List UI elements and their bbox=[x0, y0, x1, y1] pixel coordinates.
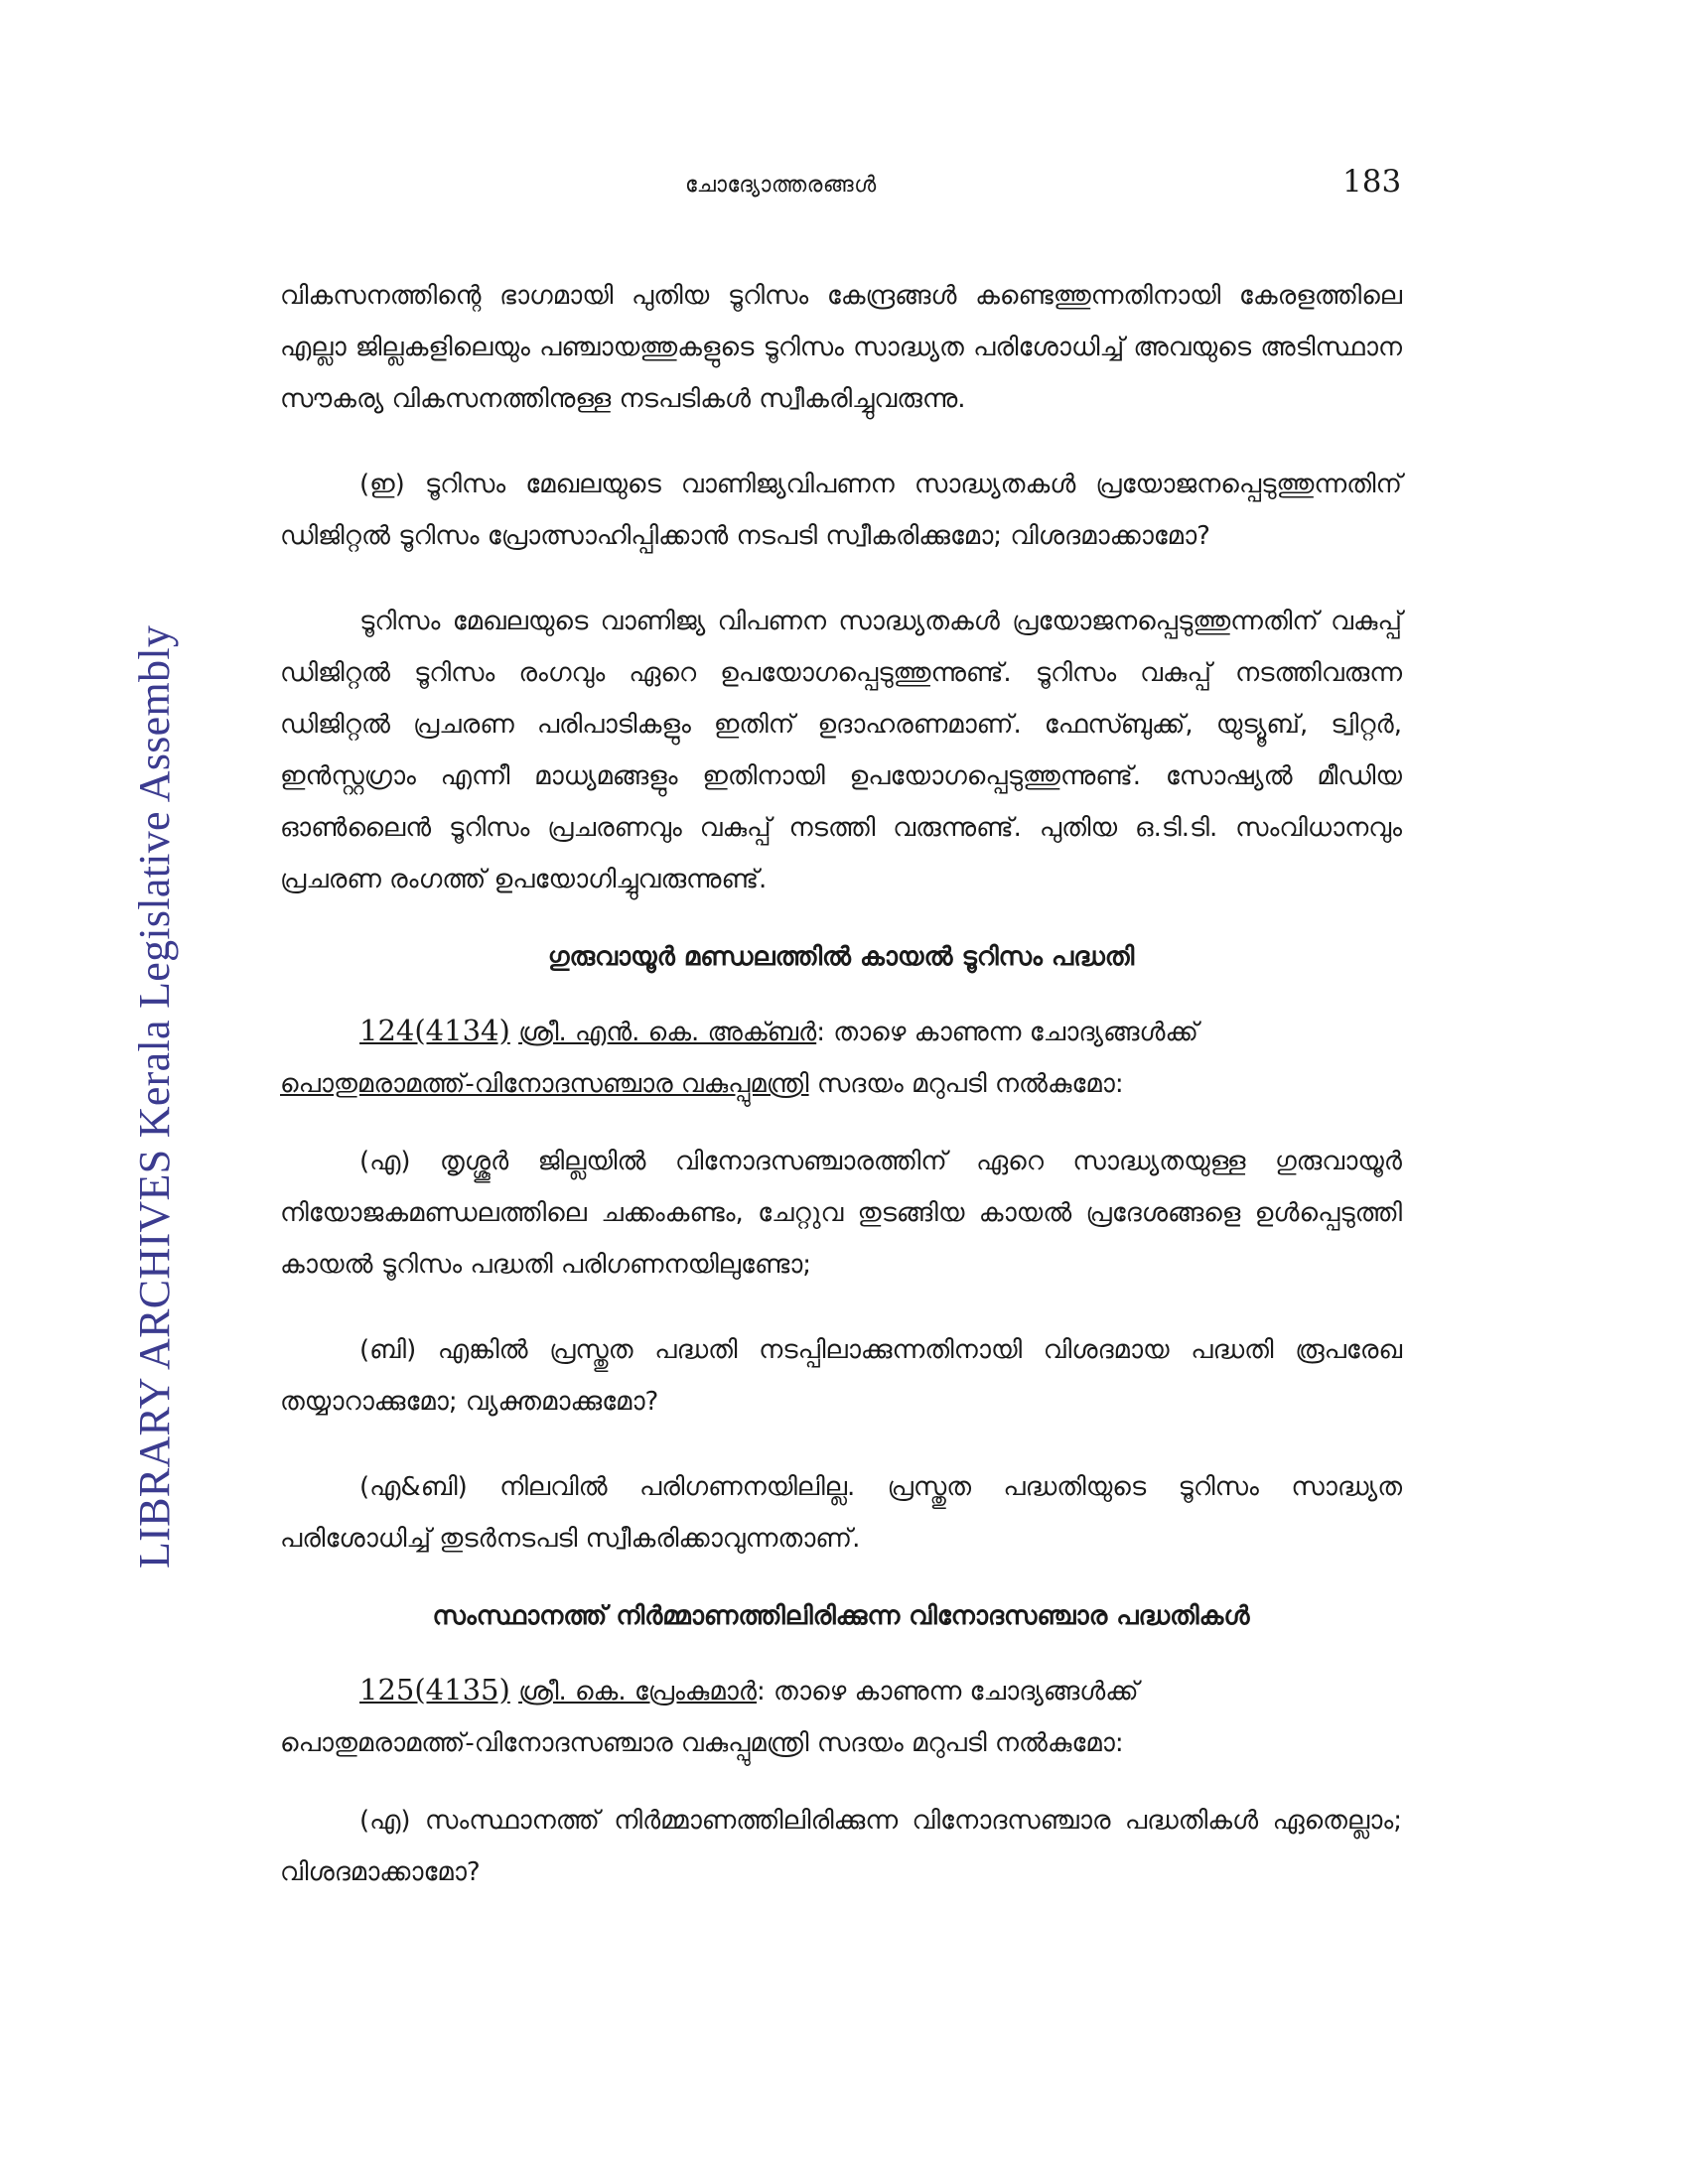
answer-ab-124: (എ&ബി) നിലവിൽ പരിഗണനയിലില്ല. പ്രസ്തുത പദ്ധതിയുടെ ടൂറിസം സാദ്ധ്യത പരിശോധിച്ച് തുടർനടപടി സ്വീകരിക്കാവുന്നതാണ്. bbox=[280, 1472, 1402, 1554]
question-a-125: (എ) സംസ്ഥാനത്ത് നിർമ്മാണത്തിലിരിക്കുന്ന വിനോദസഞ്ചാര പദ്ധതികൾ ഏതെല്ലാം; വിശദമാക്കാമോ? bbox=[280, 1806, 1402, 1887]
member-name: ശ്രീ. എൻ. കെ. അക്ബർ bbox=[518, 1018, 817, 1047]
archive-watermark: LIBRARY ARCHIVES Kerala Legislative Assembly bbox=[130, 624, 179, 1569]
page-body bbox=[280, 270, 1402, 1898]
ministry-text: സദയം മറുപടി നൽകുമോ: bbox=[808, 1069, 1124, 1099]
answer-paragraph-continued: വികസനത്തിന്റെ ഭാഗമായി പുതിയ ടൂറിസം കേന്ദ്രങ്ങൾ കണ്ടെത്തുന്നതിനായി കേരളത്തിലെ എല്ലാ ജില്ലകളിലെയും പഞ്ചായത്തുകളുടെ ടൂറിസം സാദ്ധ്യത പരിശോധിച്ച് അവയുടെ അടിസ്ഥാന സൗകര്യ വികസനത്തിനുള്ള നടപടികൾ സ്വീകരിച്ചുവരുന്നു. bbox=[280, 281, 1402, 414]
ministry-name: പൊതുമരാമത്ത്-വിനോദസഞ്ചാര വകുപ്പുമന്ത്രി bbox=[280, 1728, 809, 1758]
intro-text: : താഴെ കാണുന്ന ചോദ്യങ്ങൾക്ക് bbox=[816, 1018, 1198, 1047]
question-number: 124(4134) bbox=[359, 1014, 510, 1047]
question-b-124: (ബി) എങ്കിൽ പ്രസ്തുത പദ്ധതി നടപ്പിലാക്കുന്നതിനായി വിശദമായ പദ്ധതി രൂപരേഖ തയ്യാറാക്കുമോ; വ്യക്തമാക്കുമോ? bbox=[280, 1335, 1402, 1417]
question-e: (ഇ) ടൂറിസം മേഖലയുടെ വാണിജ്യവിപണന സാദ്ധ്യതകൾ പ്രയോജനപ്പെടുത്തുന്നതിന് ഡിജിറ്റൽ ടൂറിസം പ്രോത്സാഹിപ്പിക്കാൻ നടപടി സ്വീകരിക്കുമോ; വിശദമാക്കാമോ? bbox=[280, 470, 1402, 551]
question-intro-125 bbox=[280, 1664, 1402, 1769]
intro-text: : താഴെ കാണുന്ന ചോദ്യങ്ങൾക്ക് bbox=[757, 1677, 1139, 1706]
section-heading-guruvayur: ഗുരുവായൂർ മണ്ഡലത്തിൽ കായൽ ടൂറിസം പദ്ധതി bbox=[547, 942, 1135, 972]
question-number: 125(4135) bbox=[359, 1673, 510, 1706]
running-header: ചോദ്യോത്തരങ്ങൾ bbox=[685, 173, 877, 198]
ministry-name: പൊതുമരാമത്ത്-വിനോദസഞ്ചാര വകുപ്പുമന്ത്രി bbox=[280, 1069, 809, 1099]
question-a-124: (എ) തൃശ്ശൂർ ജില്ലയിൽ വിനോദസഞ്ചാരത്തിന് ഏറെ സാദ്ധ്യതയുള്ള ഗുരുവായൂർ നിയോജകമണ്ഡലത്തിലെ ചക്കംകണ്ടം, ചേറ്റുവ തുടങ്ങിയ കായൽ പ്രദേശങ്ങളെ ഉൾപ്പെടുത്തി കായൽ ടൂറിസം പദ്ധതി പരിഗണനയിലുണ്ടോ; bbox=[280, 1147, 1402, 1280]
page-number: 183 bbox=[1342, 164, 1402, 200]
member-name: ശ്രീ. കെ. പ്രേംകുമാർ bbox=[518, 1677, 758, 1706]
question-intro-124 bbox=[280, 1005, 1402, 1110]
ministry-text: സദയം മറുപടി നൽകുമോ: bbox=[808, 1728, 1124, 1758]
answer-e: ടൂറിസം മേഖലയുടെ വാണിജ്യ വിപണന സാദ്ധ്യതകൾ പ്രയോജനപ്പെടുത്തുന്നതിന് വകുപ്പ് ഡിജിറ്റൽ ടൂറിസം രംഗവും ഏറെ ഉപയോഗപ്പെടുത്തുന്നുണ്ട്. ടൂറിസം വകുപ്പ് നടത്തിവരുന്ന ഡിജിറ്റൽ പ്രചരണ പരിപാടികളും ഇതിന് ഉദാഹരണമാണ്. ഫേസ്ബുക്ക്, യുട്യൂബ്, ട്വിറ്റർ, ഇൻസ്റ്റഗ്രാം എന്നീ മാധ്യമങ്ങളും ഇതിനായി ഉപയോഗപ്പെടുത്തുന്നുണ്ട്. സോഷ്യൽ മീഡിയ ഓൺലൈൻ ടൂറിസം പ്രചരണവും വകുപ്പ് നടത്തി വരുന്നുണ്ട്. പുതിയ ഒ.ടി.ടി. സംവിധാനവും പ്രചരണ രംഗത്ത് ഉപയോഗിച്ചുവരുന്നുണ്ട്. bbox=[280, 607, 1402, 894]
section-heading-projects: സംസ്ഥാനത്ത് നിർമ്മാണത്തിലിരിക്കുന്ന വിനോദസഞ്ചാര പദ്ധതികൾ bbox=[432, 1601, 1250, 1631]
